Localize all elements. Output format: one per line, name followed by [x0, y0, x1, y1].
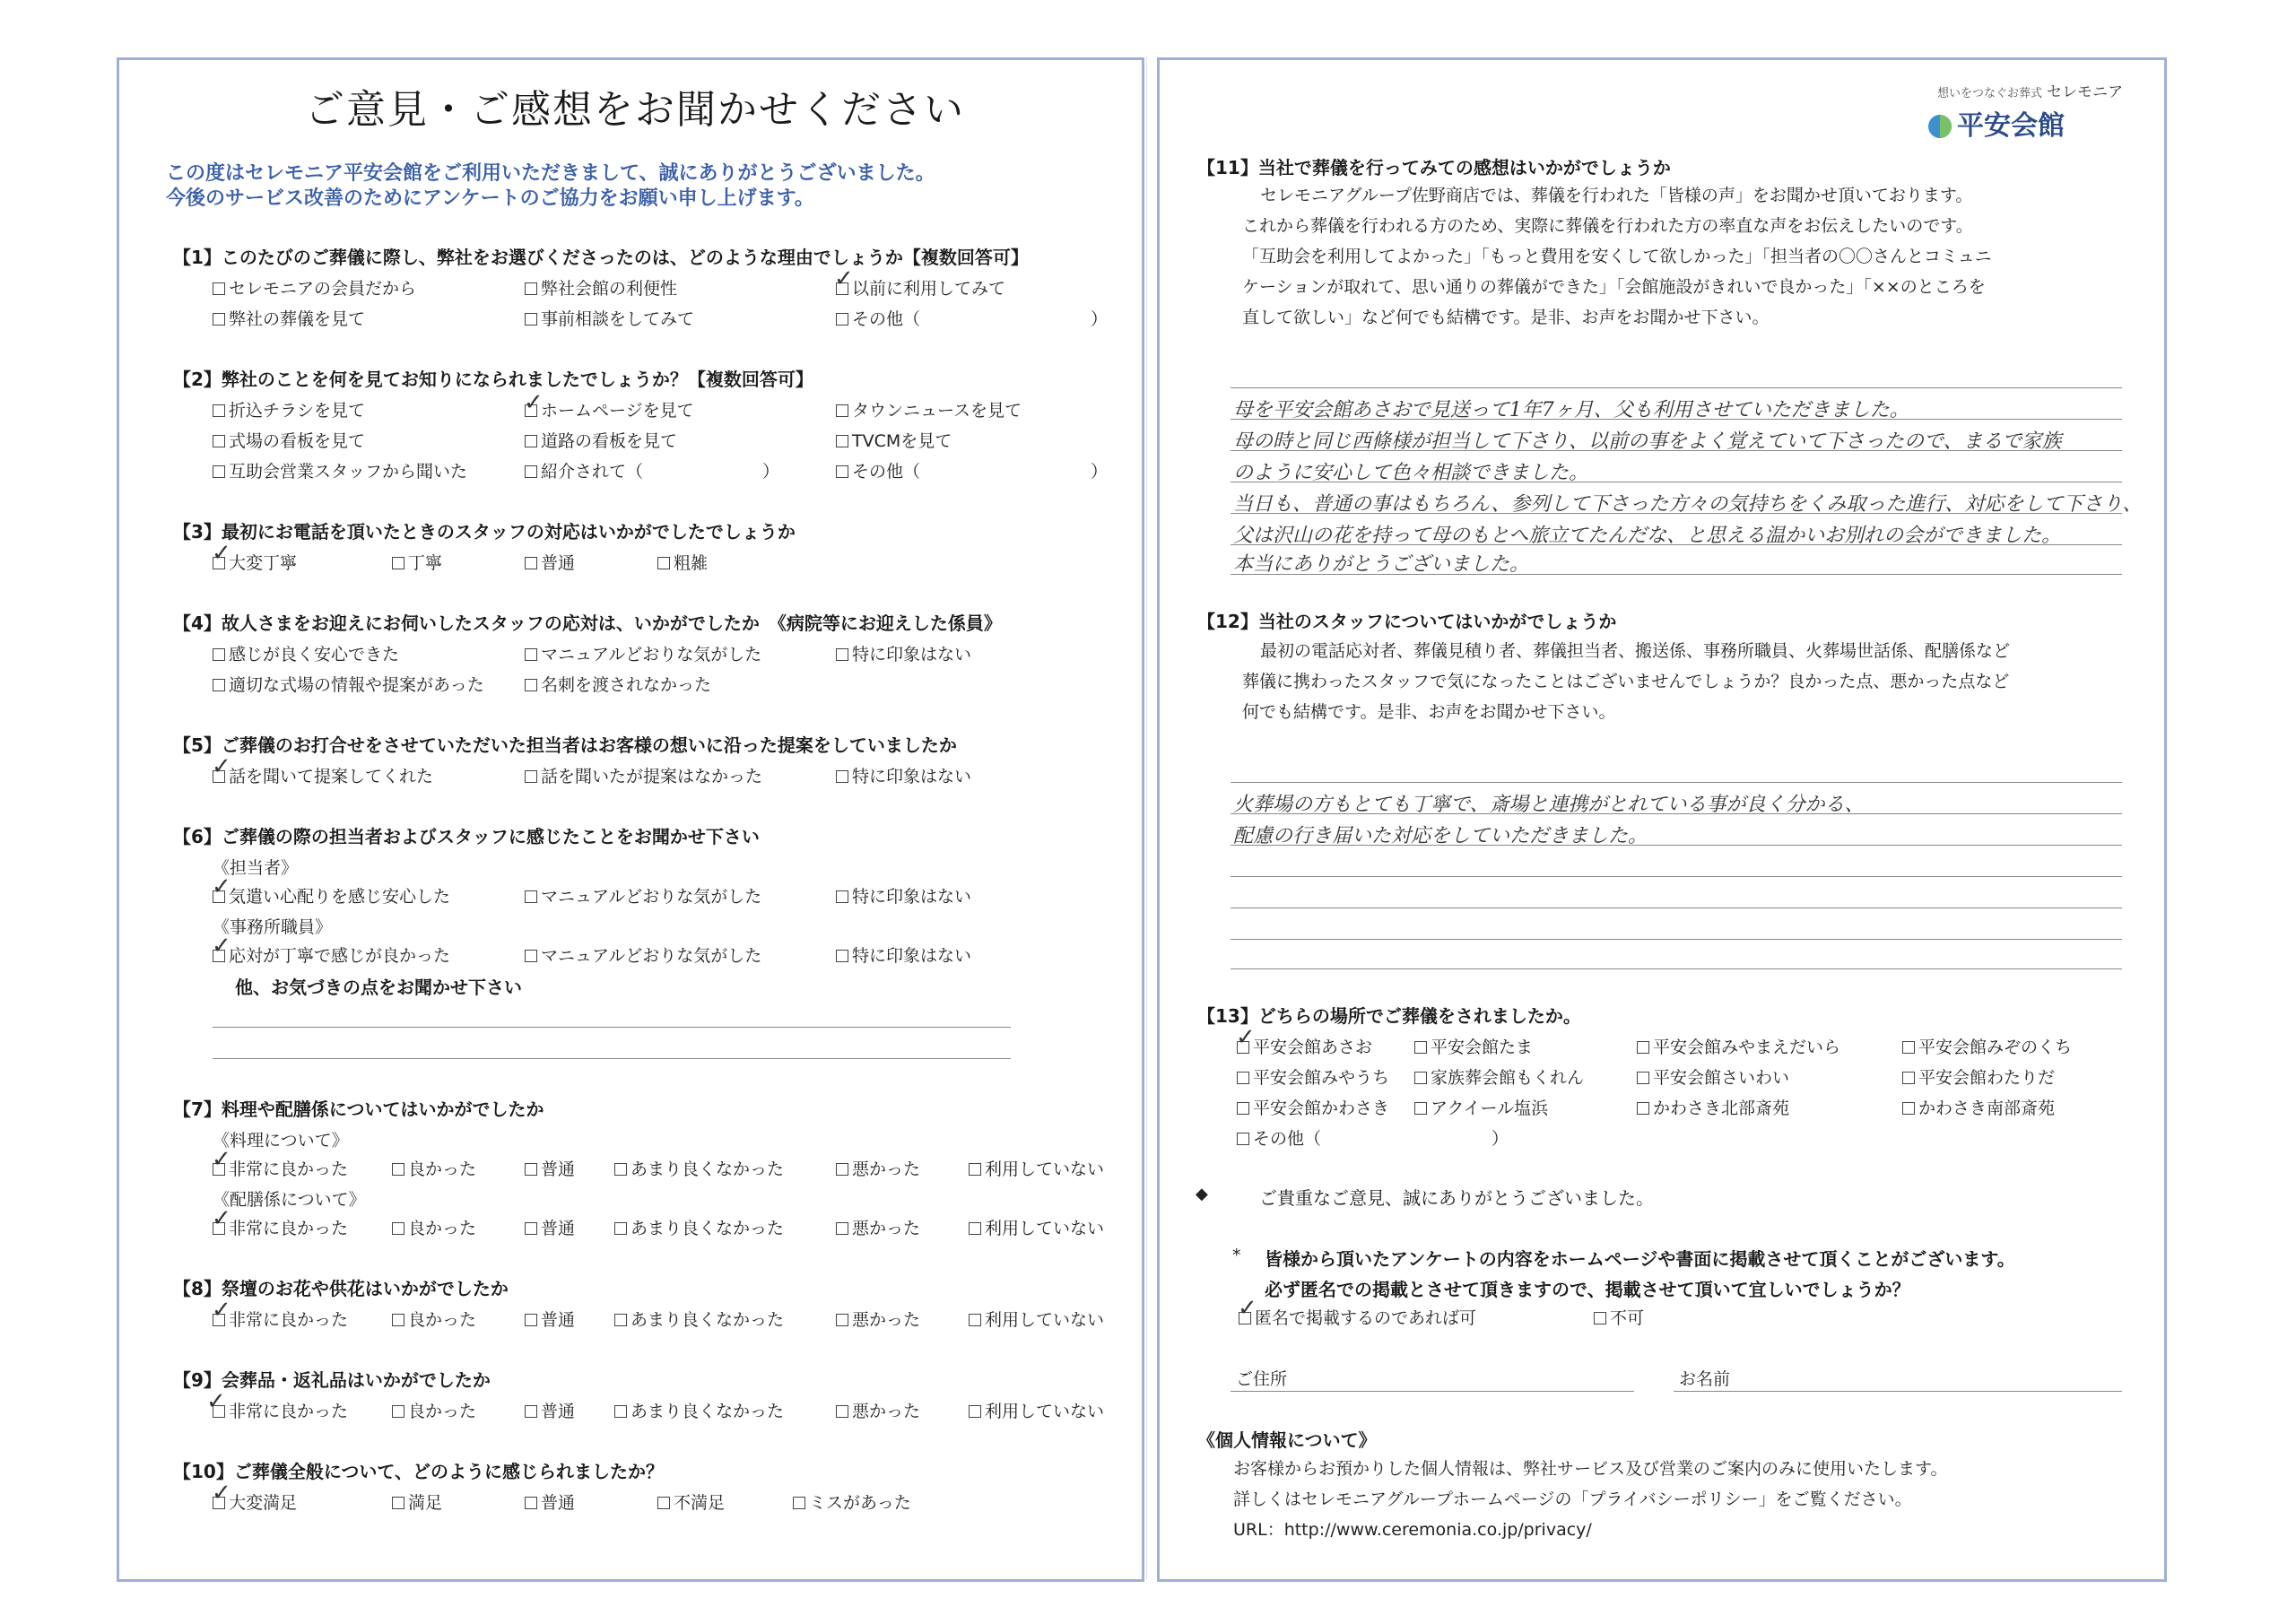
- q13-option[interactable]: 平安会館わたりだ: [1902, 1064, 2055, 1089]
- answer-line: [1231, 387, 2122, 388]
- q12-body: 最初の電話応対者、葬儀見積り者、葬儀担当者、搬送係、事務所職員、火葬場世話係、配膳係など: [1260, 641, 2011, 661]
- q6-option[interactable]: 特に印象はない: [836, 883, 971, 908]
- q6-option[interactable]: マニュアルどおりな気がした: [525, 942, 761, 967]
- answer-line: [1231, 968, 2122, 969]
- q7-service-option[interactable]: 悪かった: [836, 1215, 920, 1239]
- consent-no-option[interactable]: 不可: [1594, 1305, 1644, 1329]
- intro-line-1: この度はセレモニア平安会館をご利用いただきまして、誠にありがとうございました。: [166, 162, 935, 185]
- q2-option[interactable]: 紹介されて（ ）: [525, 458, 779, 482]
- q7-service-option[interactable]: 良かった: [392, 1215, 476, 1239]
- consent-line-1: 皆様から頂いたアンケートの内容をホームページや書面に掲載させて頂くことがございます。: [1265, 1248, 2015, 1270]
- q9-option[interactable]: あまり良くなかった: [614, 1398, 784, 1422]
- privacy-url-link[interactable]: URL：http://www.ceremonia.co.jp/privacy/: [1233, 1520, 1592, 1540]
- q2-option[interactable]: 式場の看板を見て: [213, 428, 365, 452]
- check-mark: ✓: [834, 265, 854, 292]
- check-mark: ✓: [206, 1388, 226, 1415]
- q7-service-option[interactable]: 普通: [525, 1215, 575, 1239]
- q4-option[interactable]: 名刺を渡されなかった: [525, 672, 711, 696]
- q1-title: 【1】このたびのご葬儀に際し、弊社をお選びくださったのは、どのような理由でしょうか【複数回答可】: [173, 247, 1029, 268]
- q9-option[interactable]: 良かった: [392, 1398, 476, 1422]
- q13-title: 【13】どちらの場所でご葬儀をされましたか。: [1197, 1005, 1581, 1027]
- q11-title: 【11】当社で葬儀を行ってみての感想はいかがでしょうか: [1197, 157, 1671, 178]
- q10-option[interactable]: 普通: [525, 1489, 575, 1514]
- q9-title: 【9】会葬品・返礼品はいかがでしたか: [173, 1369, 491, 1391]
- q6-comment-label: 他、お気づきの点をお聞かせ下さい: [235, 977, 522, 998]
- q3-option[interactable]: 丁寧: [392, 550, 442, 574]
- address-field[interactable]: [1231, 1391, 1634, 1392]
- check-mark: ✓: [212, 753, 231, 780]
- check-mark: ✓: [524, 389, 544, 416]
- name-field[interactable]: [1674, 1391, 2122, 1392]
- address-label: ご住所: [1236, 1369, 1288, 1389]
- q11-body: 「互助会を利用してよかった」「もっと費用を安くして欲しかった」「担当者の〇〇さんとコミュニ: [1242, 247, 1992, 266]
- q11-answer[interactable]: 父は沢山の花を持って母のもとへ旅立てたんだな、と思える温かいお別れの会ができました。: [1233, 525, 2062, 547]
- q4-option[interactable]: マニュアルどおりな気がした: [525, 641, 761, 665]
- q4-option[interactable]: 感じが良く安心できた: [213, 641, 399, 665]
- logo-brand: セレモニア: [2047, 83, 2124, 101]
- q12-title: 【12】当社のスタッフについてはいかがでしょうか: [1197, 611, 1617, 632]
- q4-option[interactable]: 適切な式場の情報や提案があった: [213, 672, 484, 696]
- q2-title: 【2】弊社のことを何を見てお知りになられましたでしょうか？【複数回答可】: [173, 369, 813, 390]
- check-mark: ✓: [212, 933, 231, 960]
- q12-answer[interactable]: 配慮の行き届いた対応をしていただきました。: [1233, 825, 1648, 847]
- q7-sub-service: 《配膳係について》: [213, 1190, 366, 1210]
- q2-option[interactable]: タウンニュースを見て: [836, 397, 1022, 421]
- q1-option[interactable]: セレモニアの会員だから: [213, 275, 416, 300]
- q12-body: 葬儀に携わったスタッフで気になったことはございませんでしょうか？良かった点、悪かった点など: [1242, 672, 2010, 691]
- q7-food-option[interactable]: 非常に良かった: [213, 1156, 348, 1180]
- page-title: ご意見・ご感想をお聞かせください: [305, 87, 965, 133]
- q2-option[interactable]: TVCMを見て: [836, 428, 952, 452]
- q7-food-option[interactable]: 利用していない: [969, 1156, 1104, 1180]
- q13-option[interactable]: 平安会館あさお: [1237, 1034, 1372, 1058]
- consent-line-2: 必ず匿名での掲載とさせて頂きますので、掲載させて頂いて宜しいでしょうか？: [1265, 1279, 1910, 1300]
- q8-option[interactable]: 非常に良かった: [213, 1307, 348, 1331]
- q10-title: 【10】ご葬儀全般について、どのように感じられましたか？: [173, 1461, 665, 1482]
- q13-option[interactable]: 平安会館みぞのくち: [1902, 1034, 2072, 1058]
- privacy-title: 《個人情報について》: [1197, 1429, 1377, 1451]
- q8-option[interactable]: 悪かった: [836, 1307, 920, 1331]
- privacy-line-1: お客様からお預かりした個人情報は、弊社サービス及び営業のご案内のみに使用いたします。: [1233, 1459, 1948, 1479]
- check-mark: ✓: [1238, 1295, 1257, 1322]
- check-mark: ✓: [1236, 1024, 1256, 1051]
- q12-answer[interactable]: 火葬場の方もとても丁寧で、斎場と連携がとれている事が良く分かる、: [1233, 794, 1865, 816]
- q2-option[interactable]: その他（ ）: [836, 458, 1108, 482]
- q5-option[interactable]: 特に印象はない: [836, 763, 971, 787]
- q11-answer[interactable]: 本当にありがとうございました。: [1233, 553, 1530, 576]
- q13-option[interactable]: 平安会館たま: [1414, 1034, 1533, 1058]
- q1-option[interactable]: その他（ ）: [836, 306, 1108, 330]
- q7-service-option[interactable]: あまり良くなかった: [614, 1215, 784, 1239]
- name-label: お名前: [1679, 1369, 1731, 1389]
- q5-option[interactable]: 話を聞いたが提案はなかった: [525, 763, 762, 787]
- q11-body: 直して欲しい」など何でも結構です。是非、お声をお聞かせ下さい。: [1242, 308, 1770, 327]
- thanks-message: ご貴重なご意見、誠にありがとうございました。: [1259, 1187, 1654, 1209]
- check-mark: ✓: [212, 1205, 231, 1232]
- q8-option[interactable]: あまり良くなかった: [614, 1307, 784, 1331]
- q6-option[interactable]: 応対が丁寧で感じが良かった: [213, 942, 450, 967]
- q9-option[interactable]: 利用していない: [969, 1398, 1104, 1422]
- q3-option[interactable]: 普通: [525, 550, 575, 574]
- check-mark: ✓: [212, 1297, 231, 1324]
- comment-line[interactable]: [213, 1058, 1011, 1059]
- q3-title: 【3】最初にお電話を頂いたときのスタッフの対応はいかがでしたでしょうか: [173, 521, 796, 543]
- check-mark: ✓: [212, 873, 231, 900]
- q1-option[interactable]: 事前相談をしてみて: [525, 306, 694, 330]
- q11-answer[interactable]: のように安心して色々相談できました。: [1233, 462, 1589, 484]
- q7-food-option[interactable]: 良かった: [392, 1156, 476, 1180]
- asterisk-icon: *: [1232, 1246, 1241, 1265]
- q11-answer[interactable]: 母を平安会館あさおで見送って1年7ヶ月、父も利用させていただきました。: [1233, 399, 1909, 421]
- intro-line-2: 今後のサービス改善のためにアンケートのご協力をお願い申し上げます。: [166, 187, 814, 210]
- diamond-bullet-icon: ◆: [1196, 1185, 1208, 1203]
- q1-option[interactable]: 弊社の葬儀を見て: [213, 306, 365, 330]
- q10-option[interactable]: ミスがあった: [793, 1489, 911, 1514]
- q7-food-option[interactable]: 悪かった: [836, 1156, 920, 1180]
- q1-option[interactable]: 弊社会館の利便性: [525, 275, 677, 300]
- q6-option[interactable]: 気遣い心配りを感じ安心した: [213, 883, 450, 908]
- q6-sub-office: 《事務所職員》: [213, 917, 333, 937]
- q9-option[interactable]: 悪かった: [836, 1398, 920, 1422]
- q11-answer[interactable]: 当日も、普通の事はもちろん、参列して下さった方々の気持ちをくみ取った進行、対応をして下さり、: [1233, 493, 2143, 516]
- q6-sub-staff: 《担当者》: [213, 858, 299, 878]
- consent-yes-option[interactable]: 匿名で掲載するのであれば可: [1239, 1305, 1476, 1329]
- q6-option[interactable]: 特に印象はない: [836, 942, 971, 967]
- q13-option[interactable]: 平安会館みやまえだいら: [1637, 1034, 1840, 1058]
- q8-option[interactable]: 普通: [525, 1307, 575, 1331]
- q9-option[interactable]: 非常に良かった: [213, 1398, 348, 1422]
- logo-name: 平安会館: [1957, 110, 2065, 142]
- q7-title: 【7】料理や配膳係についてはいかがでしたか: [173, 1099, 544, 1120]
- q6-option[interactable]: マニュアルどおりな気がした: [525, 883, 761, 908]
- answer-line: [1231, 782, 2122, 783]
- logo-mark-icon: [1928, 115, 1952, 138]
- q3-option[interactable]: 粗雑: [657, 550, 708, 574]
- answer-line: [1231, 939, 2122, 940]
- company-logo: [1937, 79, 2123, 143]
- q1-option[interactable]: 以前に利用してみて: [836, 275, 1005, 300]
- q5-title: 【5】ご葬儀のお打合せをさせていただいた担当者はお客様の想いに沿った提案をしていましたか: [173, 734, 957, 756]
- q8-option[interactable]: 利用していない: [969, 1307, 1104, 1331]
- page-fold: [1146, 56, 1147, 1580]
- q11-body: これから葬儀を行われる方のため、実際に葬儀を行われた方の率直な声をお伝えしたいのです。: [1242, 216, 1973, 236]
- q4-title: 【4】故人さまをお迎えにお伺いしたスタッフの応対は、いかがでしたか 《病院等にお迎えした係員》: [173, 612, 1002, 634]
- check-mark: ✓: [212, 540, 231, 567]
- q2-option[interactable]: ホームページを見て: [525, 397, 694, 421]
- q12-body: 何でも結構です。是非、お声をお聞かせ下さい。: [1242, 702, 1616, 722]
- q13-option[interactable]: かわさき北部斎苑: [1637, 1095, 1789, 1119]
- logo-tagline: 想いをつなぐお葬式: [1937, 87, 2043, 100]
- q13-option[interactable]: 平安会館みやうち: [1237, 1064, 1389, 1089]
- q5-option[interactable]: 話を聞いて提案してくれた: [213, 763, 433, 787]
- q7-service-option[interactable]: 利用していない: [969, 1215, 1104, 1239]
- q9-option[interactable]: 普通: [525, 1398, 575, 1422]
- answer-line: [1231, 876, 2122, 877]
- q10-option[interactable]: 満足: [392, 1489, 442, 1514]
- q3-option[interactable]: 大変丁寧: [213, 550, 297, 574]
- check-mark: ✓: [212, 1480, 231, 1507]
- q7-sub-food: 《料理について》: [213, 1131, 349, 1151]
- q8-option[interactable]: 良かった: [392, 1307, 476, 1331]
- q7-food-option[interactable]: あまり良くなかった: [614, 1156, 784, 1180]
- q6-title: 【6】ご葬儀の際の担当者およびスタッフに感じたことをお聞かせ下さい: [173, 826, 760, 847]
- q2-option[interactable]: 互助会営業スタッフから聞いた: [213, 458, 467, 482]
- q2-option[interactable]: 折込チラシを見て: [213, 397, 365, 421]
- q13-option[interactable]: アクイール塩浜: [1414, 1095, 1548, 1119]
- q7-service-option[interactable]: 非常に良かった: [213, 1215, 348, 1239]
- q13-option[interactable]: 平安会館かわさき: [1237, 1095, 1389, 1119]
- q13-option[interactable]: 平安会館さいわい: [1637, 1064, 1789, 1089]
- q13-option[interactable]: その他（ ）: [1237, 1125, 1509, 1150]
- check-mark: ✓: [212, 1146, 231, 1173]
- q4-option[interactable]: 特に印象はない: [836, 641, 971, 665]
- q10-option[interactable]: 不満足: [657, 1489, 725, 1514]
- q11-body: ケーションが取れて、思い通りの葬儀ができた」「会館施設がきれいで良かった」「××のところを: [1242, 277, 1986, 297]
- q10-option[interactable]: 大変満足: [213, 1489, 297, 1514]
- q13-option[interactable]: 家族葬会館もくれん: [1414, 1064, 1584, 1089]
- q8-title: 【8】祭壇のお花や供花はいかがでしたか: [173, 1278, 509, 1299]
- q7-food-option[interactable]: 普通: [525, 1156, 575, 1180]
- q13-option[interactable]: かわさき南部斎苑: [1902, 1095, 2055, 1119]
- q11-body: セレモニアグループ佐野商店では、葬儀を行われた「皆様の声」をお聞かせ頂いております。: [1260, 186, 1973, 205]
- privacy-line-2: 詳しくはセレモニアグループホームページの「プライバシーポリシー」をご覧ください。: [1233, 1489, 1912, 1509]
- q11-answer[interactable]: 母の時と同じ西條様が担当して下さり、以前の事をよく覚えていて下さったので、まるで家族: [1233, 430, 2062, 453]
- q2-option[interactable]: 道路の看板を見て: [525, 428, 677, 452]
- comment-line[interactable]: [213, 1027, 1011, 1028]
